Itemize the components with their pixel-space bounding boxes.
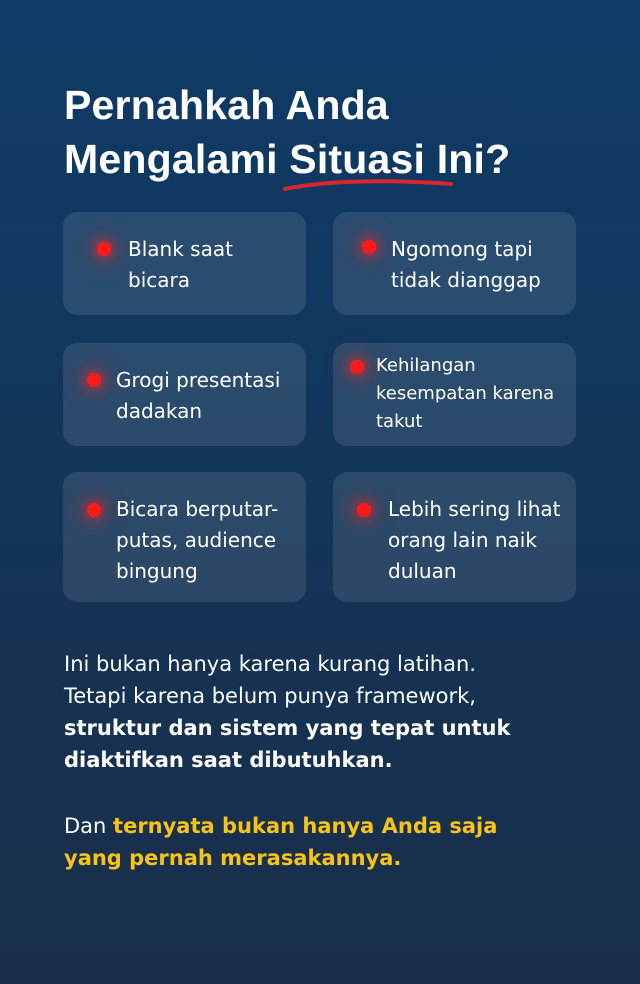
explanation-bold-line-2: diaktifkan saat dibutuhkan. [64,748,393,772]
red-dot-icon [87,503,101,517]
title-prefix: Mengalami [64,136,290,182]
closing-prefix: Dan [64,814,114,838]
situation-text-2: Ngomong tapi tidak dianggap [391,237,541,292]
situation-card-2 [333,212,576,315]
closing-highlight-2: yang pernah merasakannya. [64,846,402,870]
situation-text-5: Bicara berputar- putas, audience bingung [116,497,279,583]
explanation-paragraph [64,648,604,776]
title-highlight-text: Situasi [289,136,426,182]
closing-highlight-1: ternyata bukan hanya Anda saja [113,814,498,838]
situation-card-5 [63,472,306,602]
explanation-bold-line-1: struktur dan sistem yang tepat untuk [64,716,511,740]
title-line-2 [64,132,584,186]
title-suffix: Ini? [425,136,511,182]
situation-text-1: Blank saat bicara [128,237,233,292]
brush-underline-icon [283,178,453,192]
red-dot-icon [350,360,364,374]
explanation-line-2: Tetapi karena belum punya framework, [64,684,476,708]
closing-line-1 [64,810,604,842]
situation-card-6 [333,472,576,602]
page-title [64,78,584,186]
red-dot-icon [97,242,111,256]
situation-card-3 [63,343,306,446]
red-dot-icon [357,503,371,517]
red-dot-icon [87,373,101,387]
situation-text-6: Lebih sering lihat orang lain naik duluan [388,497,561,583]
explanation-line-1: Ini bukan hanya karena kurang latihan. [64,652,476,676]
situation-card-1 [63,212,306,315]
situation-text-4: Kehilangan kesempatan karena takut [376,355,555,432]
title-line-1: Pernahkah Anda [64,82,389,128]
situation-text-3: Grogi presentasi dadakan [116,368,281,423]
title-highlight [289,132,425,186]
closing-paragraph [64,810,604,874]
red-dot-icon [362,240,376,254]
situation-card-4 [333,343,576,446]
